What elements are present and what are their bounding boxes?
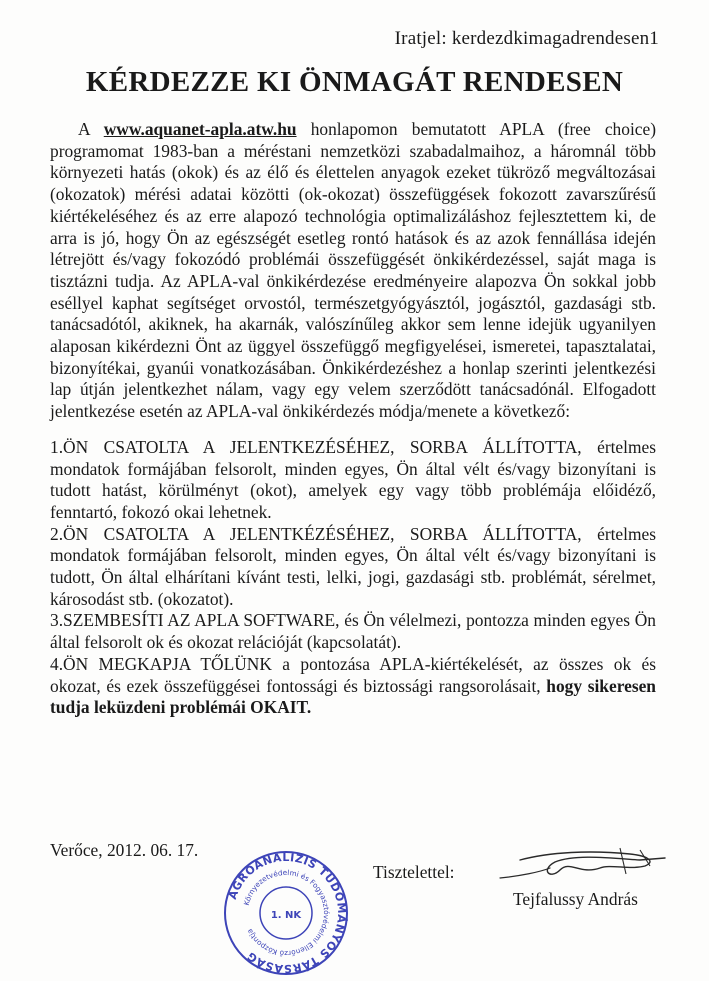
step-lead: 3.SZEMBESÍTI AZ APLA SOFTWARE, <box>50 610 340 631</box>
step-lead: 1.ÖN CSATOLTA A JELENTKEZÉSÉHEZ, SORBA ÁLLÍTOTTA, <box>50 436 582 457</box>
intro-prefix: A <box>78 119 90 139</box>
step-text: a pontozása APLA-kiértékelését, az összes ok és okozat, és ezek összefüggései fontossági és biztossági rangsorolásait, <box>50 653 657 696</box>
step-3 <box>50 610 656 653</box>
step-text: értelmes mondatok formájában felsorolt, minden egyes, Ön által vélt és/vagy bizonyítani is tudott hatást, körülményt (okot), amelyek egy vagy több problémája előidéző, fenntartó, fokozó okai lehetnek. <box>50 436 656 522</box>
place-date: Verőce, 2012. 06. 17. <box>50 840 199 860</box>
intro-paragraph <box>50 119 656 423</box>
signer-name: Tejfalussy András <box>513 889 638 909</box>
stamp-center-mark: 1. NK <box>270 910 302 921</box>
closing-greeting: Tisztelettel: <box>373 862 455 882</box>
step-4 <box>50 654 656 719</box>
step-2 <box>50 524 656 611</box>
step-lead: 2.ÖN CSATOLTA A JELENTKÉZÉSÉHEZ, SORBA ÁLLÍTOTTA, <box>50 523 582 544</box>
step-1 <box>50 437 656 524</box>
website-link[interactable]: www.aquanet-apla.atw.hu <box>103 119 297 139</box>
file-reference: Iratjel: kerdezdkimagadrendesen1 <box>394 28 659 49</box>
step-lead: 4.ÖN MEGKAPJA TŐLÜNK <box>50 653 272 674</box>
page-title: KÉRDEZZE KI ÖNMAGÁT RENDESEN <box>85 66 624 98</box>
step-text: és Ön vélelmezi, pontozza minden egyes Ön által felsorolt ok és okozat relációját (kapcsolatát). <box>50 610 656 653</box>
organization-stamp <box>222 849 350 977</box>
intro-text: honlapomon bemutatott APLA (free choice) programomat 1983-ban a méréstani nemzetközi szabadalmaihoz, a háromnál több környezeti hatás (okok) és az élő és élettelen anyagok ezeket tükröző megváltozásai (okozatok) mérési adatai közötti (ok-okozat) összefüggések fokozott zavarszűrésű kiértékeléséhez és az erre alapozó technológia optimalizáláshoz fejlesztettem ki, de arra is jó, hogy Ön az egészségét esetleg rontó hatások és az azok fennállása idején létrejött és/vagy fokozódó problémái összefüggését önkikérdezéssel, saját maga is tisztázni tudja. Az APLA-val önkikérdezése eredményeire alapozva Ön sokkal jobb eséllyel kaphat segítséget orvostól, természetgyógyásztól, jogásztól, gazdasági stb. tanácsadótól, akiknek, ha akarnák, valószínűleg akkor sem lenne idejük ugyanilyen alaposan kikérdezni Önt az üggyel összefüggő megfigyelései, ismeretei, tapasztalatai, bizonyítékai, gyanúi vonatkozásában. Önkikérdezéshez a honlap szerinti jelentkezési lap útján jelentkezhet nálam, vagy egy velem szerződött tanácsadónál. Elfogadott jelentkezése esetén az APLA-val önkikérdezés módja/menete a következő: <box>50 119 656 422</box>
step-bold-ending: hogy sikeresen tudja leküzdeni problémái OKAIT. <box>50 675 656 718</box>
step-text: értelmes mondatok formájában felsorolt, minden egyes, Ön által vélt és/vagy bizonyítani is tudott, Ön által elhárítani kívánt testi, lelki, jogi, gazdasági stb. problémát, sérelmet, károsodást stb. (okozatot). <box>50 523 656 609</box>
letter-body <box>50 119 656 719</box>
stamp-inner-text: Környezetvédelmi és Fogyasztóvédelmi Ellenőrző Központja <box>241 867 332 959</box>
stamp-outer-text: AGROANALIZIS TUDOMÁNYOS TÁRSASÁG <box>226 850 349 976</box>
steps-list <box>50 437 656 719</box>
